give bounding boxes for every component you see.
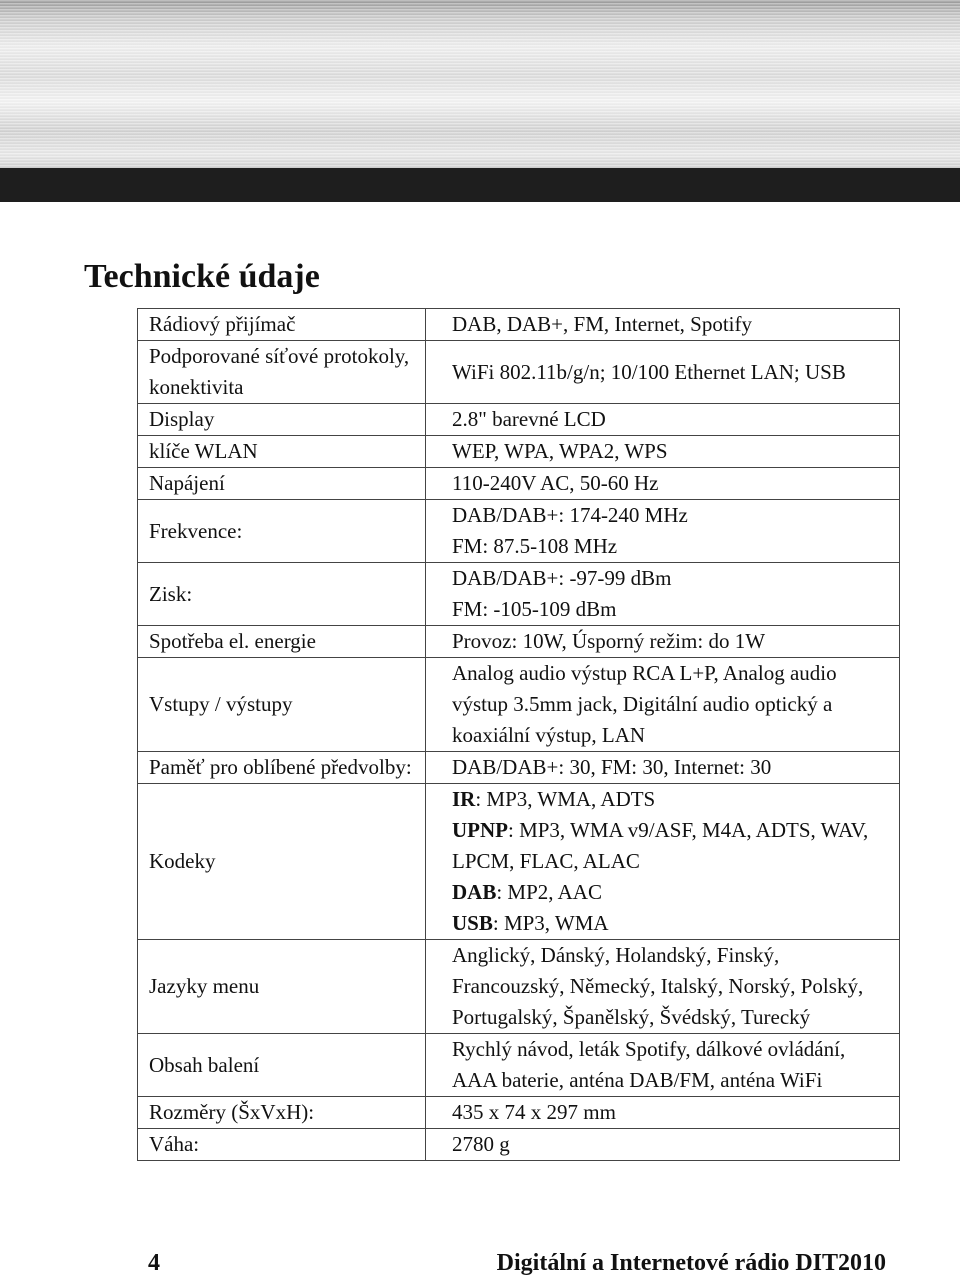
spec-value-codecs [426, 784, 900, 940]
table-row [138, 341, 900, 404]
spec-value-line: FM: 87.5-108 MHz [452, 534, 618, 558]
codec-line [452, 784, 889, 815]
spec-label: Podporované síťové protokoly, konektivita [138, 341, 426, 404]
codec-line [452, 815, 889, 877]
codec-key: DAB [452, 880, 497, 904]
spec-value: Analog audio výstup RCA L+P, Analog audio výstup 3.5mm jack, Digitální audio optický a koaxiální výstup, LAN [426, 658, 900, 752]
header-gradient-band [0, 0, 960, 168]
codec-key: USB [452, 911, 493, 935]
spec-label: Rádiový přijímač [138, 309, 426, 341]
spec-label: Kodeky [138, 784, 426, 940]
table-row [138, 1097, 900, 1129]
spec-value: DAB/DAB+: 30, FM: 30, Internet: 30 [426, 752, 900, 784]
spec-label: Váha: [138, 1129, 426, 1161]
spec-label: Rozměry (ŠxVxH): [138, 1097, 426, 1129]
table-row [138, 1034, 900, 1097]
codec-text: : MP3, WMA [492, 911, 609, 935]
page-number: 4 [148, 1250, 160, 1276]
spec-label: Obsah balení [138, 1034, 426, 1097]
codec-key: UPNP [452, 818, 508, 842]
table-row [138, 309, 900, 341]
spec-label: Jazyky menu [138, 940, 426, 1034]
spec-label: Vstupy / výstupy [138, 658, 426, 752]
spec-label: Display [138, 404, 426, 436]
spec-value-line: DAB/DAB+: 174-240 MHz [452, 503, 688, 527]
spec-value: WiFi 802.11b/g/n; 10/100 Ethernet LAN; USB [426, 341, 900, 404]
spec-value: 2.8" barevné LCD [426, 404, 900, 436]
table-row [138, 784, 900, 940]
spec-value: 110-240V AC, 50-60 Hz [426, 468, 900, 500]
spec-value: 2780 g [426, 1129, 900, 1161]
spec-value [426, 500, 900, 563]
codec-text: : MP3, WMA v9/ASF, M4A, ADTS, WAV, LPCM, FLAC, ALAC [452, 818, 869, 873]
spec-label: Zisk: [138, 563, 426, 626]
table-row [138, 658, 900, 752]
spec-value: WEP, WPA, WPA2, WPS [426, 436, 900, 468]
spec-value-line: FM: -105-109 dBm [452, 597, 617, 621]
spec-value: DAB, DAB+, FM, Internet, Spotify [426, 309, 900, 341]
footer-title: Digitální a Internetové rádio DIT2010 [496, 1250, 886, 1276]
table-row [138, 752, 900, 784]
spec-label: Frekvence: [138, 500, 426, 563]
spec-value: Anglický, Dánský, Holandský, Finský, Francouzský, Německý, Italský, Norský, Polský, Portugalský, Španělský, Švédský, Turecký [426, 940, 900, 1034]
spec-value: Provoz: 10W, Úsporný režim: do 1W [426, 626, 900, 658]
table-row [138, 1129, 900, 1161]
codec-text: : MP2, AAC [496, 880, 602, 904]
table-row [138, 563, 900, 626]
codec-text: : MP3, WMA, ADTS [475, 787, 656, 811]
codec-line [452, 908, 889, 939]
table-row [138, 500, 900, 563]
header-dark-bar [0, 168, 960, 202]
spec-label: Paměť pro oblíbené předvolby: [138, 752, 426, 784]
spec-label: Napájení [138, 468, 426, 500]
spec-label: klíče WLAN [138, 436, 426, 468]
codec-key: IR [452, 787, 476, 811]
table-row [138, 404, 900, 436]
table-row [138, 940, 900, 1034]
spec-label: Spotřeba el. energie [138, 626, 426, 658]
spec-value-line: DAB/DAB+: -97-99 dBm [452, 566, 672, 590]
spec-value [426, 563, 900, 626]
table-row [138, 436, 900, 468]
spec-value: Rychlý návod, leták Spotify, dálkové ovládání, AAA baterie, anténa DAB/FM, anténa WiFi [426, 1034, 900, 1097]
table-row [138, 468, 900, 500]
codec-line [452, 877, 889, 908]
table-row [138, 626, 900, 658]
specs-table [137, 308, 900, 1161]
spec-value: 435 x 74 x 297 mm [426, 1097, 900, 1129]
page-title: Technické údaje [84, 258, 320, 295]
